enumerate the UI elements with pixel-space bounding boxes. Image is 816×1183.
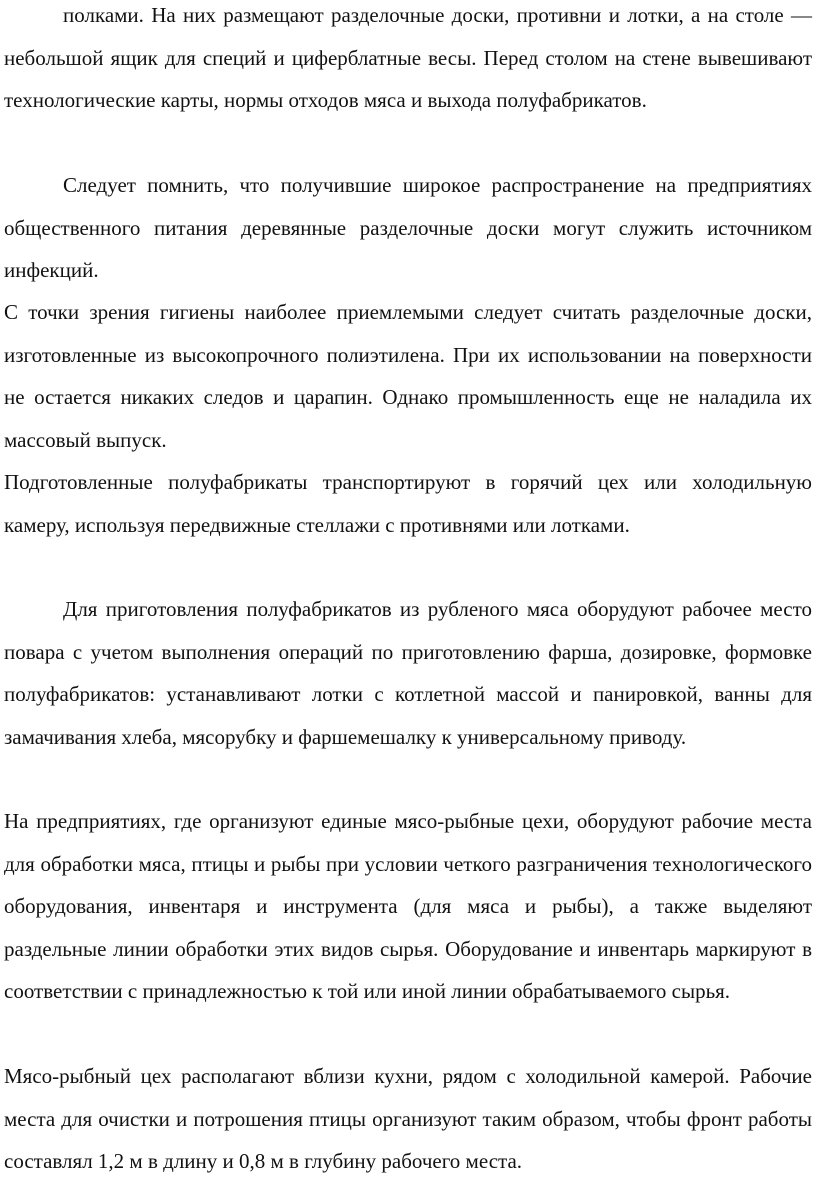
paragraph-6: На предприятиях, где организуют единые мясо-рыбные цехи, оборудуют рабочие места для обработки мяса, птицы и рыбы при условии четкого разграничения технологического оборудования, инвентаря и инструмента (для мяса и рыбы), а также выделяют раздельные линии обработки этих видов сырья. Оборудование и инвентарь маркируют в соответствии с принадлежностью к той или иной линии обрабатываемого сырья. (4, 809, 812, 1004)
paragraph-5: Для приготовления полуфабрикатов из рубленого мяса оборудуют рабочее место повара с учетом выполнения операций по приготовлению фарша, дозировке, формовке полуфабрикатов: устанавливают лотки с котлетной массой и панировкой, ванны для замачивания хлеба, мясорубку и фаршемешалку к универсальному приводу. (4, 597, 812, 749)
paragraph-1: полками. На них размещают разделочные доски, противни и лотки, а на столе — небольшой ящик для специй и циферблатные весы. Перед столом на стене вывешивают технологические карты, нормы отходов мяса и выхода полуфабрикатов. (4, 3, 812, 113)
paragraph-4: Подготовленные полуфабрикаты транспортируют в горячий цех или холодильную камеру, используя передвижные стеллажи с противнями или лотками. (4, 470, 812, 537)
paragraph-2: Следует помнить, что получившие широкое распространение на предприятиях общественного питания деревянные разделочные доски могут служить источником инфекций. (4, 173, 812, 283)
paragraph-3: С точки зрения гигиены наиболее приемлемыми следует считать разделочные доски, изготовленные из высокопрочного полиэтилена. При их использовании на поверхности не остается никаких следов и царапин. Однако промышленность еще не наладила их массовый выпуск. (4, 300, 812, 452)
paragraph-7: Мясо-рыбный цех располагают вблизи кухни, рядом с холодильной камерой. Рабочие места для очистки и потрошения птицы организуют таким образом, чтобы фронт работы составлял 1,2 м в длину и 0,8 м в глубину рабочего места. (4, 1064, 812, 1174)
